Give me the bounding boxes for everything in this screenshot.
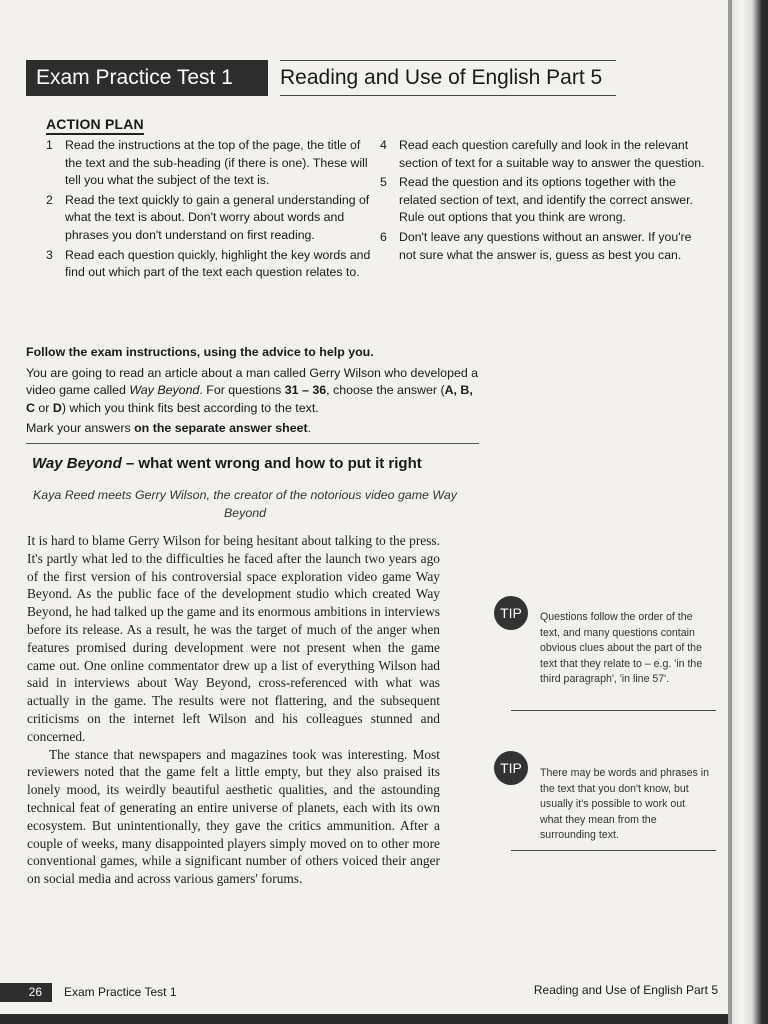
instructions-text: You are going to read an article about a man called Gerry Wilson who developed a video game called <box>26 365 479 397</box>
article-title-rest: – what went wrong and how to put it right <box>121 455 422 472</box>
action-plan-text: Don't leave any questions without an answer. If you're not sure what the answer is, guess as best you can. <box>399 229 692 262</box>
action-plan-heading: ACTION PLAN <box>46 116 144 135</box>
article-paragraph: It is hard to blame Gerry Wilson for being hesitant about talking to the press. It's partly what led to the difficulties he faced after the launch two years ago of the first version of his controversial space exploration video game Way Beyond. As the public face of the development studio which created Way Beyond, he had talked up the game and its enormous ambitions in interviews before its release. As a result, he was the target of much of the anger when features promised during development were not present when the game came out. One online commentator drew up a list of everything Wilson had said in interviews about Way Beyond, cross-referenced with what was actually in the game. The results were not flattering, and the subsequent criticisms on the internet left Wilson and his colleagues stunned and concerned. <box>27 533 440 744</box>
tip-badge: TIP <box>494 596 528 630</box>
footer-left-label: Exam Practice Test 1 <box>64 985 177 999</box>
answer-option-d: D <box>52 400 62 415</box>
action-plan-text: Read the question and its options together with the related section of text, and identify the correct answer. Rule out options that you think are wrong. <box>399 175 693 225</box>
mark-answers-line <box>26 420 481 438</box>
action-plan-right-column <box>380 137 710 266</box>
tip-text: There may be words and phrases in the text that you don't know, but usually it's possible to work out what they mean from the surrounding text. <box>540 767 709 841</box>
action-plan-text: Read the text quickly to gain a general understanding of what the text is about. Don't worry about words and phrases you don't understand on first reading. <box>65 192 370 242</box>
tip-badge: TIP <box>494 751 528 785</box>
action-plan-item <box>380 229 710 264</box>
instructions-text: . For questions <box>199 383 285 397</box>
answer-sheet-emphasis: on the separate answer sheet <box>134 421 308 435</box>
action-plan-text: Read the instructions at the top of the page, the title of the text and the sub-heading (if there is one). These will tell you what the subject of the text is. <box>65 138 368 188</box>
article-paragraph: The stance that newspapers and magazines took was interesting. Most reviewers noted that the game felt a little empty, but they also praised its lonely mood, its weirdly beautiful aesthetic qualities, and the astounding technical feat of generating an entire universe of planets, each with its own ecosystem. But unintentionally, they gave the critics ammunition. After a couple of weeks, many disappointed players simply moved on to other more conventional games, while a significant number of others voiced their anger on social media and across various gamers' forums. <box>27 746 440 887</box>
action-plan-left-column <box>46 137 376 284</box>
tip-text: Questions follow the order of the text, and many questions contain obvious clues about the part of the text that they relate to – e.g. 'in the third paragraph', 'in line 57'. <box>540 611 703 685</box>
article-title <box>32 455 422 472</box>
instructions-text: ) which you think fits best according to the text. <box>61 400 319 415</box>
article-subheading: Kaya Reed meets Gerry Wilson, the creator of the notorious video game Way Beyond <box>33 488 457 520</box>
action-plan-text: Read each question quickly, highlight the key words and find out which part of the text each question relates to. <box>65 247 371 280</box>
exam-label: Exam Practice Test 1 <box>26 60 268 96</box>
action-plan-item <box>380 174 710 227</box>
answer-options: A, B, C <box>26 383 473 415</box>
action-plan-number: 6 <box>380 229 387 244</box>
instructions-paragraph <box>26 365 481 418</box>
article-title-italic: Way Beyond <box>32 455 122 472</box>
instructions-text: , choose the answer ( <box>326 383 445 397</box>
page-number: 26 <box>0 983 52 1002</box>
divider <box>511 710 716 711</box>
footer-right-label: Reading and Use of English Part 5 <box>533 983 718 997</box>
article-body <box>27 532 440 888</box>
section-title: Reading and Use of English Part 5 <box>280 60 616 96</box>
divider <box>511 850 716 851</box>
question-range: 31 – 36 <box>284 383 327 397</box>
action-plan-item <box>46 192 376 245</box>
instructions-text: Mark your answers <box>26 421 135 435</box>
action-plan-item <box>380 137 710 172</box>
action-plan-number: 4 <box>380 138 387 152</box>
page-edge <box>728 0 768 1024</box>
action-plan-number: 3 <box>46 247 53 262</box>
instructions-text: or <box>34 400 53 415</box>
action-plan-number: 1 <box>46 138 53 152</box>
action-plan-item <box>46 137 376 190</box>
action-plan-number: 5 <box>380 175 387 190</box>
page-edge-strip <box>728 0 732 1024</box>
exam-instructions <box>26 344 481 438</box>
action-plan-item <box>46 247 376 282</box>
instructions-lead: Follow the exam instructions, using the advice to help you. <box>26 345 374 359</box>
game-name: Way Beyond <box>129 383 200 397</box>
action-plan-number: 2 <box>46 192 53 207</box>
action-plan-text: Read each question carefully and look in the relevant section of text for a suitable way to answer the question. <box>399 138 705 170</box>
instructions-text: . <box>307 421 312 435</box>
divider <box>26 443 479 444</box>
